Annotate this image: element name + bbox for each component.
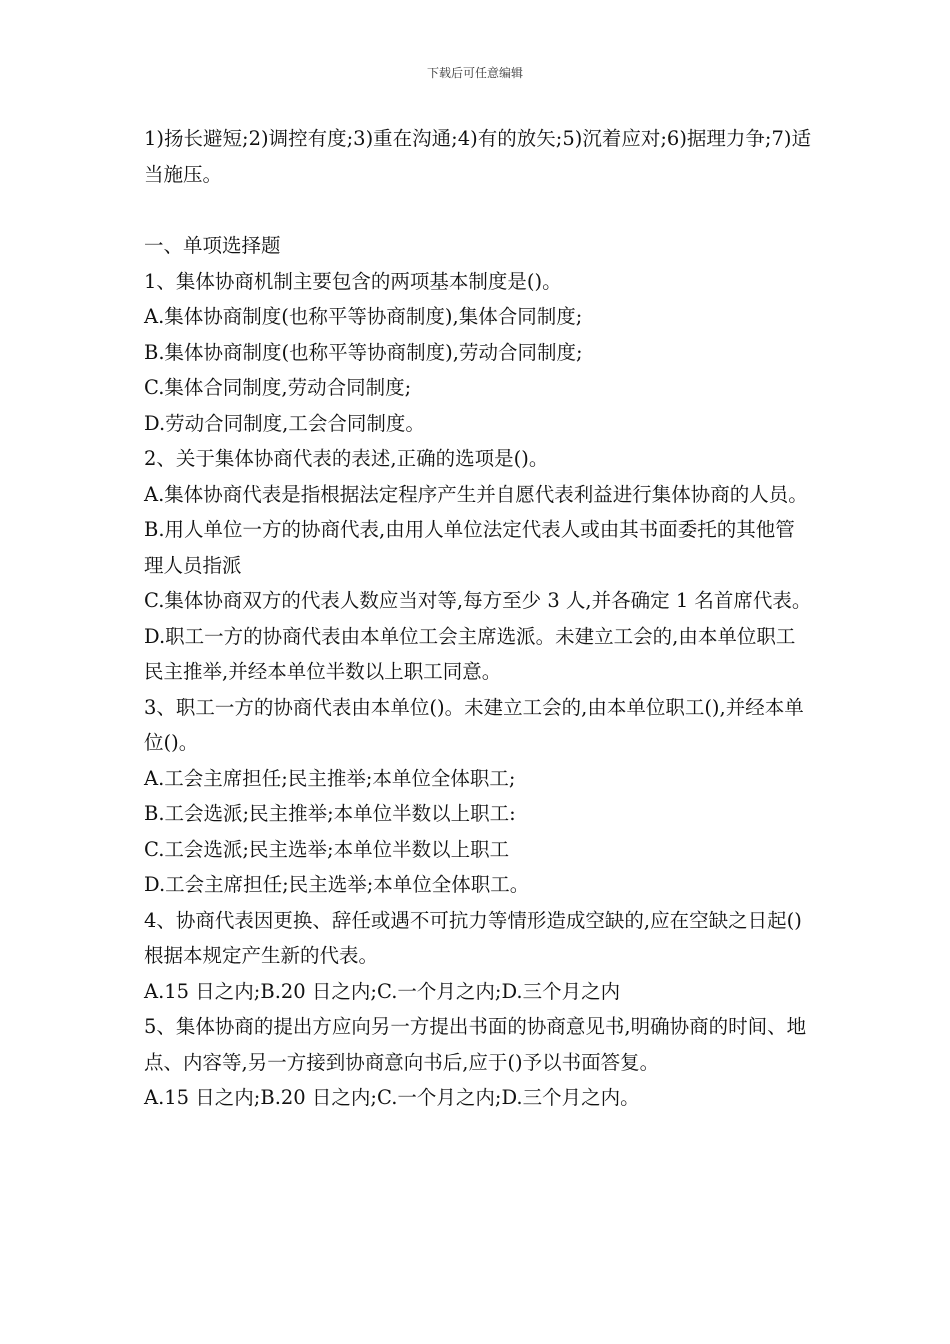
page-header-note: 下载后可任意编辑 [426, 66, 523, 80]
option-d: D.劳动合同制度,工会合同制度。 [144, 411, 425, 435]
question-1 [144, 264, 814, 442]
paragraph-spacer [144, 192, 814, 228]
question-5 [144, 1009, 814, 1116]
question-stem: 3、职工一方的协商代表由本单位()。未建立工会的,由本单位职工(),并经本单位()。 [144, 695, 804, 754]
options-inline: A.15 日之内;B.20 日之内;C.一个月之内;D.三个月之内。 [144, 1086, 640, 1109]
option-a: A.集体协商制度(也称平等协商制度),集体合同制度; [144, 305, 583, 328]
question-4 [144, 903, 814, 1010]
option-d: D.职工一方的协商代表由本单位工会主席选派。未建立工会的,由本单位职工民主推举,并经本单位半数以上职工同意。 [144, 624, 796, 683]
section-title: 一、单项选择题 [144, 234, 281, 257]
question-stem: 2、关于集体协商代表的表述,正确的选项是()。 [144, 447, 549, 470]
document-body [144, 121, 814, 1116]
question-2 [144, 441, 814, 690]
question-stem: 1、集体协商机制主要包含的两项基本制度是()。 [144, 269, 562, 293]
question-stem: 4、协商代表因更换、辞任或遇不可抗力等情形造成空缺的,应在空缺之日起()根据本规定产生新的代表。 [144, 908, 802, 967]
option-c: C.集体合同制度,劳动合同制度; [144, 376, 412, 399]
question-stem: 5、集体协商的提出方应向另一方提出书面的协商意见书,明确协商的时间、地点、内容等,另一方接到协商意向书后,应于()予以书面答复。 [144, 1015, 807, 1074]
option-a: A.工会主席担任;民主推举;本单位全体职工; [144, 766, 516, 790]
option-d: D.工会主席担任;民主选举;本单位全体职工。 [144, 873, 530, 896]
options-inline: A.15 日之内;B.20 日之内;C.一个月之内;D.三个月之内 [144, 979, 621, 1003]
intro-paragraph: 1)扬长避短;2)调控有度;3)重在沟通;4)有的放矢;5)沉着应对;6)据理力争;7)适当施压。 [144, 127, 812, 186]
option-c: C.工会选派;民主选举;本单位半数以上职工 [144, 837, 510, 861]
option-b: B.工会选派;民主推举;本单位半数以上职工: [144, 802, 516, 825]
option-c: C.集体协商双方的代表人数应当对等,每方至少 3 人,并各确定 1 名首席代表。 [144, 589, 812, 612]
option-b: B.集体协商制度(也称平等协商制度),劳动合同制度; [144, 340, 583, 364]
option-a: A.集体协商代表是指根据法定程序产生并自愿代表利益进行集体协商的人员。 [144, 482, 808, 506]
question-3 [144, 690, 814, 903]
option-b: B.用人单位一方的协商代表,由用人单位法定代表人或由其书面委托的其他管理人员指派 [144, 518, 795, 577]
